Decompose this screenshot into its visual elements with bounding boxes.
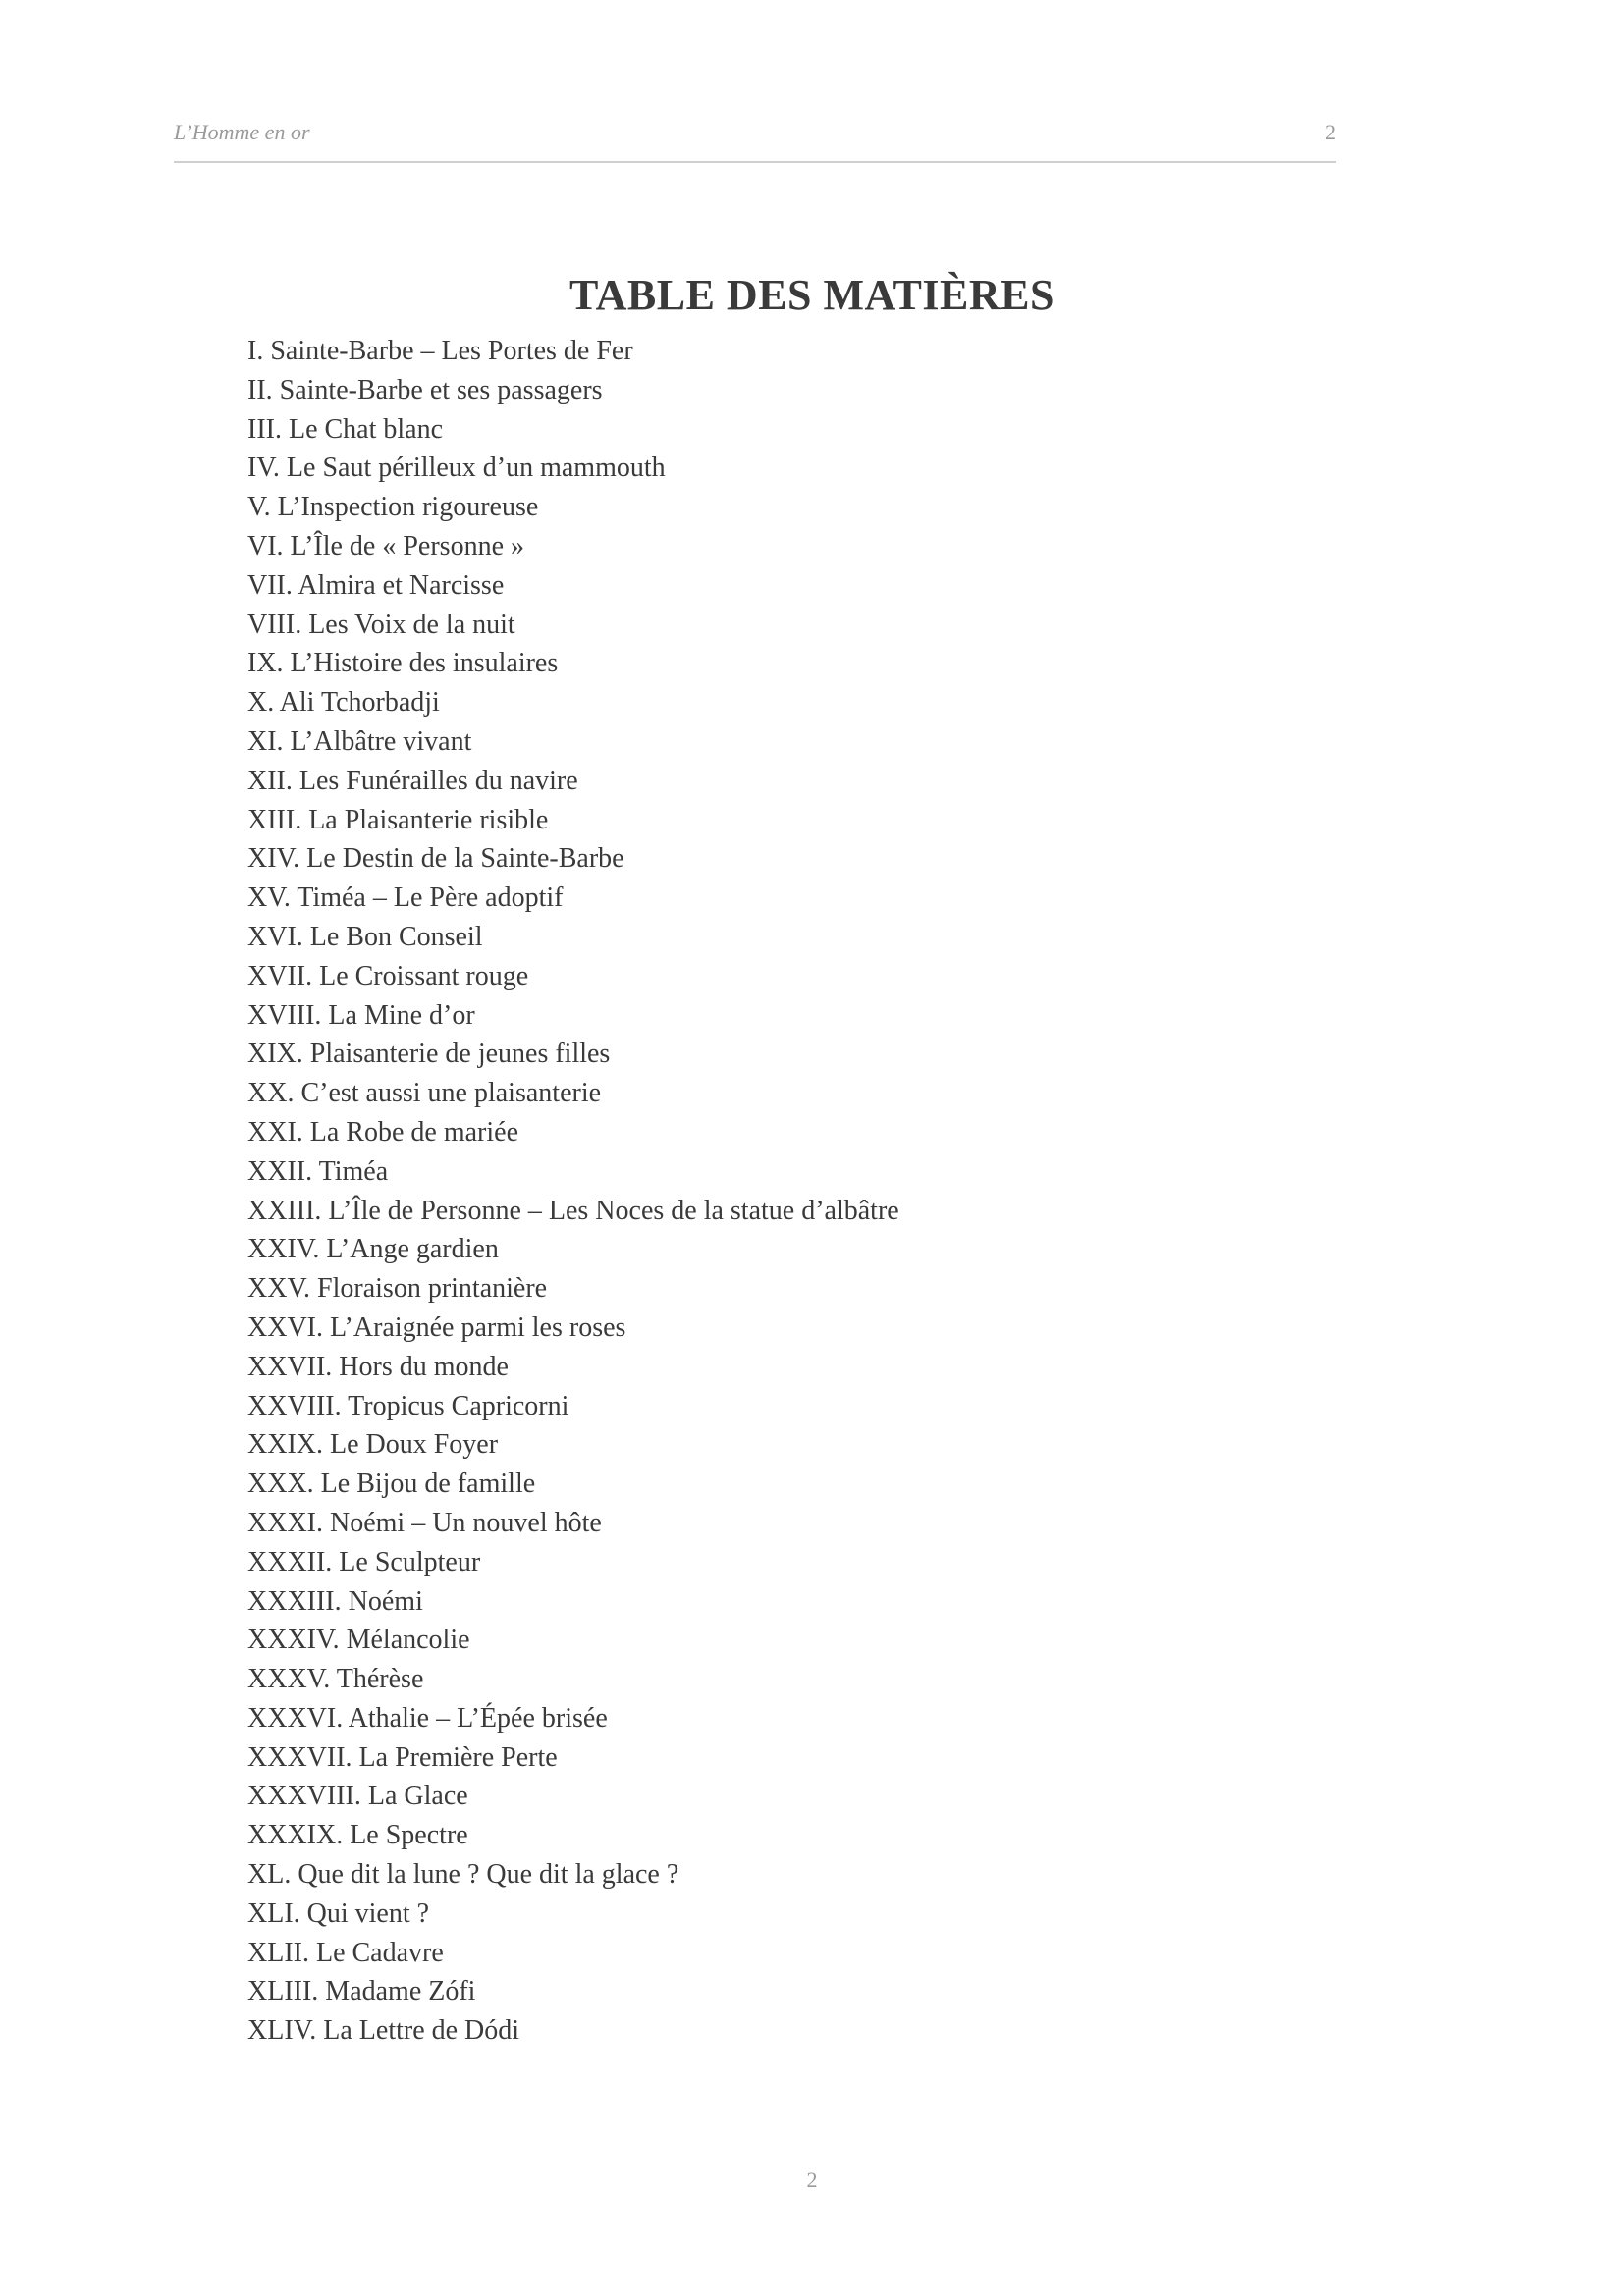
toc-heading: TABLE DES MATIÈRES bbox=[569, 271, 1055, 319]
toc-entry[interactable]: VI. L’Île de « Personne » bbox=[247, 530, 525, 561]
toc-entry[interactable]: XXXV. Thérèse bbox=[247, 1664, 424, 1695]
toc-entry[interactable]: XXXVI. Athalie – L’Épée brisée bbox=[247, 1702, 608, 1734]
toc-entry[interactable]: XVII. Le Croissant rouge bbox=[247, 960, 529, 991]
toc-entry[interactable]: XXII. Timéa bbox=[247, 1155, 389, 1187]
toc-entry[interactable]: XXXIII. Noémi bbox=[247, 1585, 423, 1617]
toc-entry[interactable]: XVI. Le Bon Conseil bbox=[247, 921, 483, 952]
footer-page-number: 2 bbox=[806, 2167, 818, 2192]
toc-entry[interactable]: IX. L’Histoire des insulaires bbox=[247, 648, 559, 679]
toc-entry[interactable]: XXXI. Noémi – Un nouvel hôte bbox=[247, 1507, 602, 1538]
toc-entry[interactable]: XLII. Le Cadavre bbox=[247, 1937, 444, 1968]
toc-entry[interactable]: XLI. Qui vient ? bbox=[247, 1897, 430, 1929]
toc-entry[interactable]: XXXIX. Le Spectre bbox=[247, 1820, 468, 1851]
toc-entry[interactable]: XLIII. Madame Zófi bbox=[247, 1976, 476, 2007]
toc-entry[interactable]: XXVII. Hors du monde bbox=[247, 1351, 509, 1382]
toc-entry[interactable]: III. Le Chat blanc bbox=[247, 413, 444, 445]
toc-entry[interactable]: XIX. Plaisanterie de jeunes filles bbox=[247, 1039, 611, 1070]
toc-entry[interactable]: XXIII. L’Île de Personne – Les Noces de la statue d’albâtre bbox=[247, 1195, 899, 1226]
toc-entry[interactable]: VII. Almira et Narcisse bbox=[247, 569, 505, 601]
toc-entry[interactable]: XIV. Le Destin de la Sainte-Barbe bbox=[247, 843, 624, 875]
toc-entry[interactable]: XI. L’Albâtre vivant bbox=[247, 725, 472, 757]
toc-entry[interactable]: XXI. La Robe de mariée bbox=[247, 1116, 518, 1148]
toc-entry[interactable]: VIII. Les Voix de la nuit bbox=[247, 609, 515, 640]
toc-entry[interactable]: XXV. Floraison printanière bbox=[247, 1273, 548, 1305]
toc-entry[interactable]: XIII. La Plaisanterie risible bbox=[247, 804, 549, 835]
toc-entry[interactable]: II. Sainte-Barbe et ses passagers bbox=[247, 374, 603, 405]
header-book-title: L’Homme en or bbox=[174, 120, 310, 144]
toc-entry[interactable]: V. L’Inspection rigoureuse bbox=[247, 492, 539, 523]
toc-entry[interactable]: XX. C’est aussi une plaisanterie bbox=[247, 1078, 602, 1109]
toc-entry[interactable]: XV. Timéa – Le Père adoptif bbox=[247, 882, 564, 914]
toc-entry[interactable]: XXXVIII. La Glace bbox=[247, 1781, 468, 1812]
header-page-number: 2 bbox=[1326, 120, 1336, 144]
toc-entry[interactable]: XXVIII. Tropicus Capricorni bbox=[247, 1390, 569, 1421]
running-header bbox=[174, 116, 1336, 163]
toc-entry[interactable]: XVIII. La Mine d’or bbox=[247, 999, 475, 1031]
toc-entry[interactable]: XLIV. La Lettre de Dódi bbox=[247, 2015, 520, 2047]
toc-entry[interactable]: XL. Que dit la lune ? Que dit la glace ? bbox=[247, 1859, 679, 1891]
toc-entry[interactable]: XXXII. Le Sculpteur bbox=[247, 1546, 481, 1577]
toc-entry[interactable]: I. Sainte-Barbe – Les Portes de Fer bbox=[247, 336, 633, 366]
toc-list bbox=[247, 332, 899, 2051]
toc-entry[interactable]: X. Ali Tchorbadji bbox=[247, 687, 440, 719]
toc-entry[interactable]: XXXVII. La Première Perte bbox=[247, 1741, 558, 1773]
toc-entry[interactable]: XXXIV. Mélancolie bbox=[247, 1625, 470, 1656]
toc-entry[interactable]: XXX. Le Bijou de famille bbox=[247, 1468, 536, 1500]
toc-entry[interactable]: XXIV. L’Ange gardien bbox=[247, 1234, 499, 1265]
toc-entry[interactable]: XII. Les Funérailles du navire bbox=[247, 765, 578, 796]
toc-entry[interactable]: IV. Le Saut périlleux d’un mammouth bbox=[247, 453, 666, 484]
toc-entry[interactable]: XXIX. Le Doux Foyer bbox=[247, 1429, 499, 1461]
toc-entry[interactable]: XXVI. L’Araignée parmi les roses bbox=[247, 1311, 626, 1343]
